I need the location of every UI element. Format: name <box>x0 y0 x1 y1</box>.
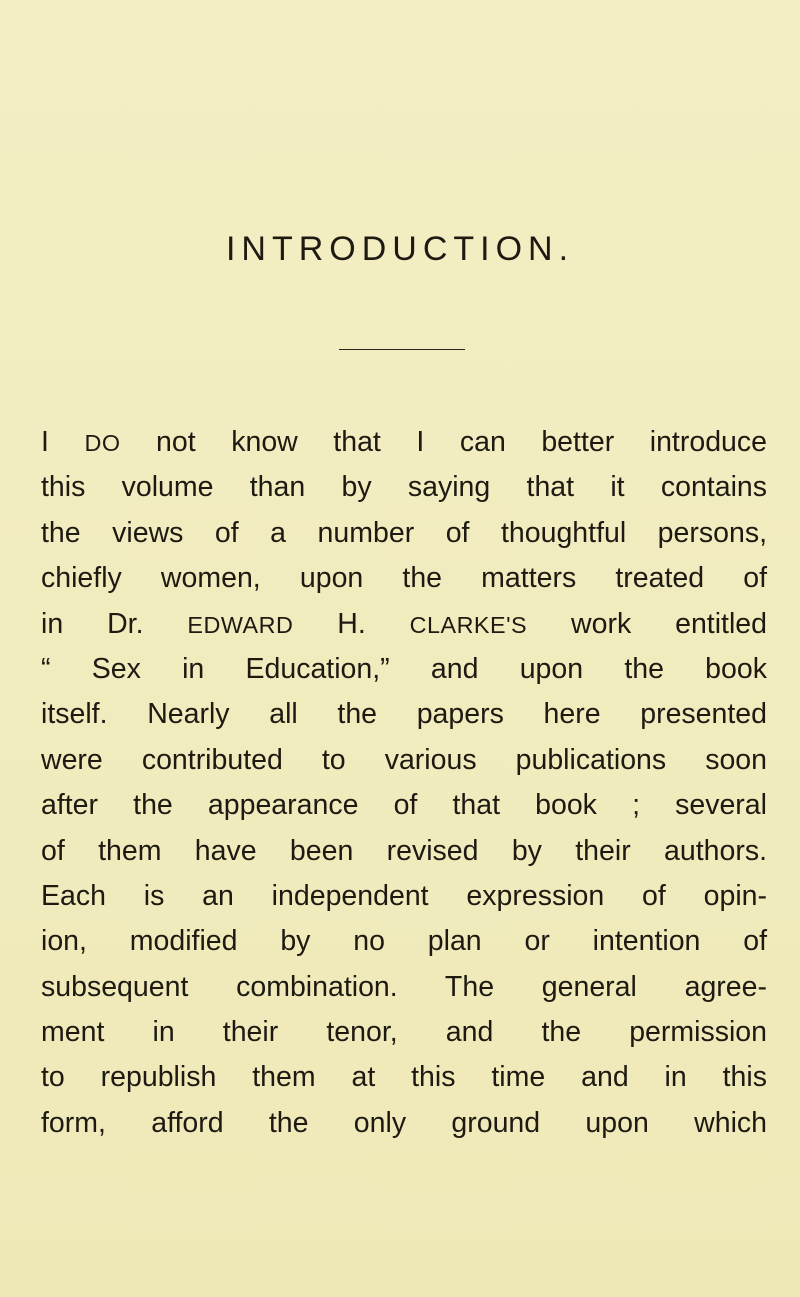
paragraph-line: chiefly women, upon the matters treated of <box>41 562 767 595</box>
paragraph-line: were contributed to various publications soon <box>41 743 767 776</box>
paragraph-line: ion, modified by no plan or intention of <box>41 925 767 958</box>
paragraph-line: form, afford the only ground upon which <box>41 1106 767 1139</box>
paragraph-line: the views of a number of thoughtful persons, <box>41 516 767 549</box>
paragraph-line: ment in their tenor, and the permission <box>41 1016 767 1049</box>
paragraph-line: after the appearance of that book ; several <box>41 789 767 822</box>
heading-rule <box>339 349 465 350</box>
chapter-heading: INTRODUCTION. <box>225 230 575 268</box>
paragraph-line: I DO not know that I can better introduce <box>41 426 767 458</box>
paragraph-line: this volume than by saying that it contains <box>41 471 767 504</box>
paragraph-line: to republish them at this time and in this <box>41 1061 767 1094</box>
paragraph-line: subsequent combination. The general agree- <box>41 970 767 1003</box>
introduction-paragraph <box>41 420 767 1146</box>
paragraph-line: in Dr. EDWARD H. CLARKE'S work entitled <box>41 607 767 640</box>
paragraph-line: Each is an independent expression of opin- <box>41 879 767 912</box>
paragraph-line: “ Sex in Education,” and upon the book <box>41 652 767 685</box>
paragraph-line: itself. Nearly all the papers here presented <box>41 698 767 731</box>
paragraph-line: of them have been revised by their authors. <box>41 834 767 867</box>
